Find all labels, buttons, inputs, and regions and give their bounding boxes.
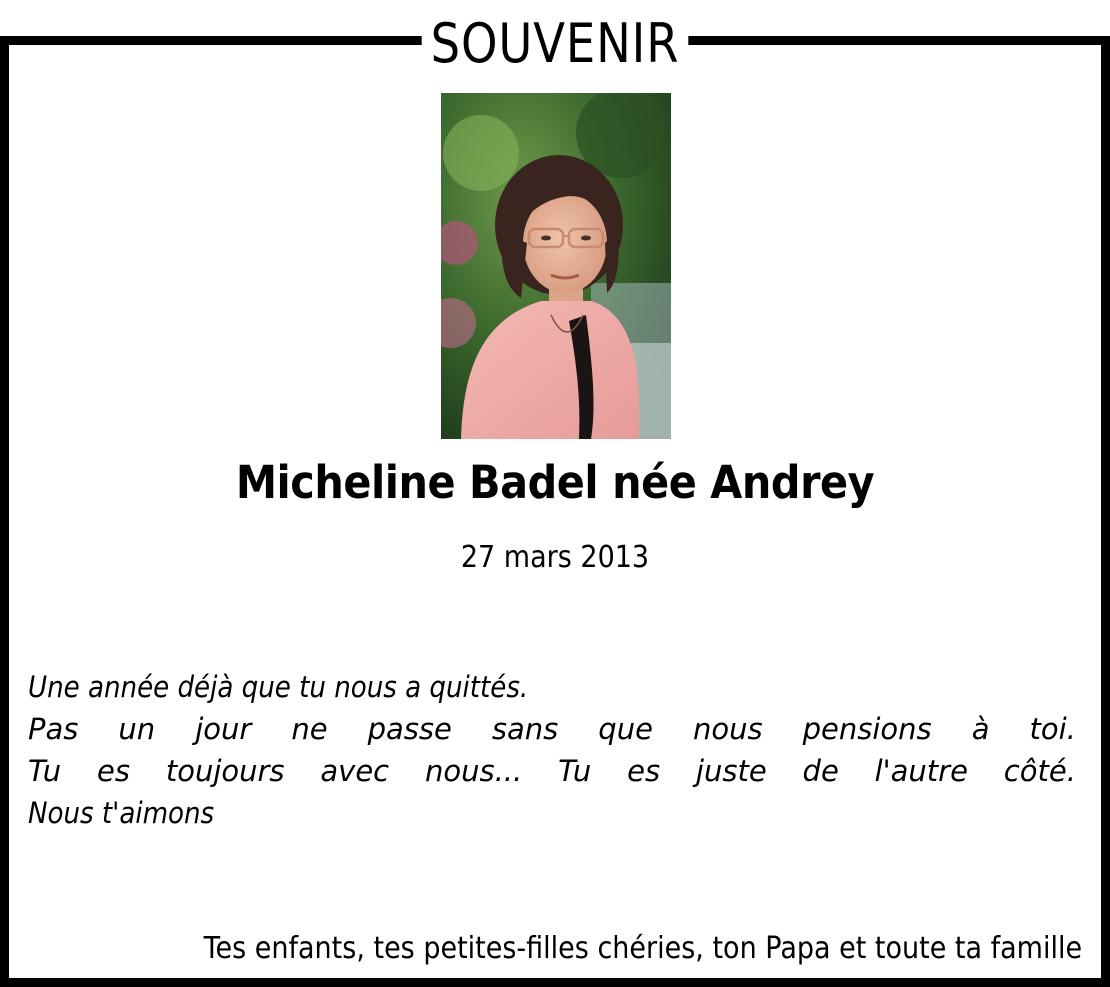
memorial-word: toujours [165, 754, 285, 788]
memorial-word: juste [695, 754, 767, 788]
deceased-name: Micheline Badel née Andrey [235, 456, 875, 509]
memorial-word: nous... [424, 754, 523, 788]
memorial-word: avec [320, 754, 390, 788]
memorial-word: à [971, 712, 990, 746]
memorial-word: passe [367, 712, 452, 746]
memorial-word: côté. [1003, 754, 1076, 788]
memorial-word: ne [291, 712, 328, 746]
memorial-word: jour [195, 712, 252, 746]
memorial-word: que [598, 712, 653, 746]
memorial-word: un [118, 712, 156, 746]
memorial-word: es [627, 754, 661, 788]
memorial-word: de [802, 754, 839, 788]
memorial-word: Tu [558, 754, 592, 788]
death-date: 27 mars 2013 [460, 540, 650, 575]
memorial-word: Pas [28, 712, 79, 746]
memorial-word: nous [692, 712, 763, 746]
memorial-word: pensions [802, 712, 932, 746]
family-signature: Tes enfants, tes petites-filles chéries, ton Papa et toute ta famille [203, 931, 1082, 966]
memorial-line-3 [28, 750, 1076, 792]
memorial-word: Tu [28, 754, 62, 788]
memorial-word: l'autre [874, 754, 968, 788]
memorial-word: sans [491, 712, 559, 746]
memorial-word: toi. [1029, 712, 1076, 746]
memorial-line-4: Nous t'aimons [28, 796, 215, 830]
memorial-text [28, 666, 1076, 834]
memorial-line-1: Une année déjà que tu nous a quittés. [28, 670, 529, 704]
memorial-word: es [97, 754, 130, 788]
portrait-photo [441, 93, 671, 439]
notice-title: SOUVENIR [422, 8, 689, 80]
memorial-line-2 [28, 708, 1076, 750]
